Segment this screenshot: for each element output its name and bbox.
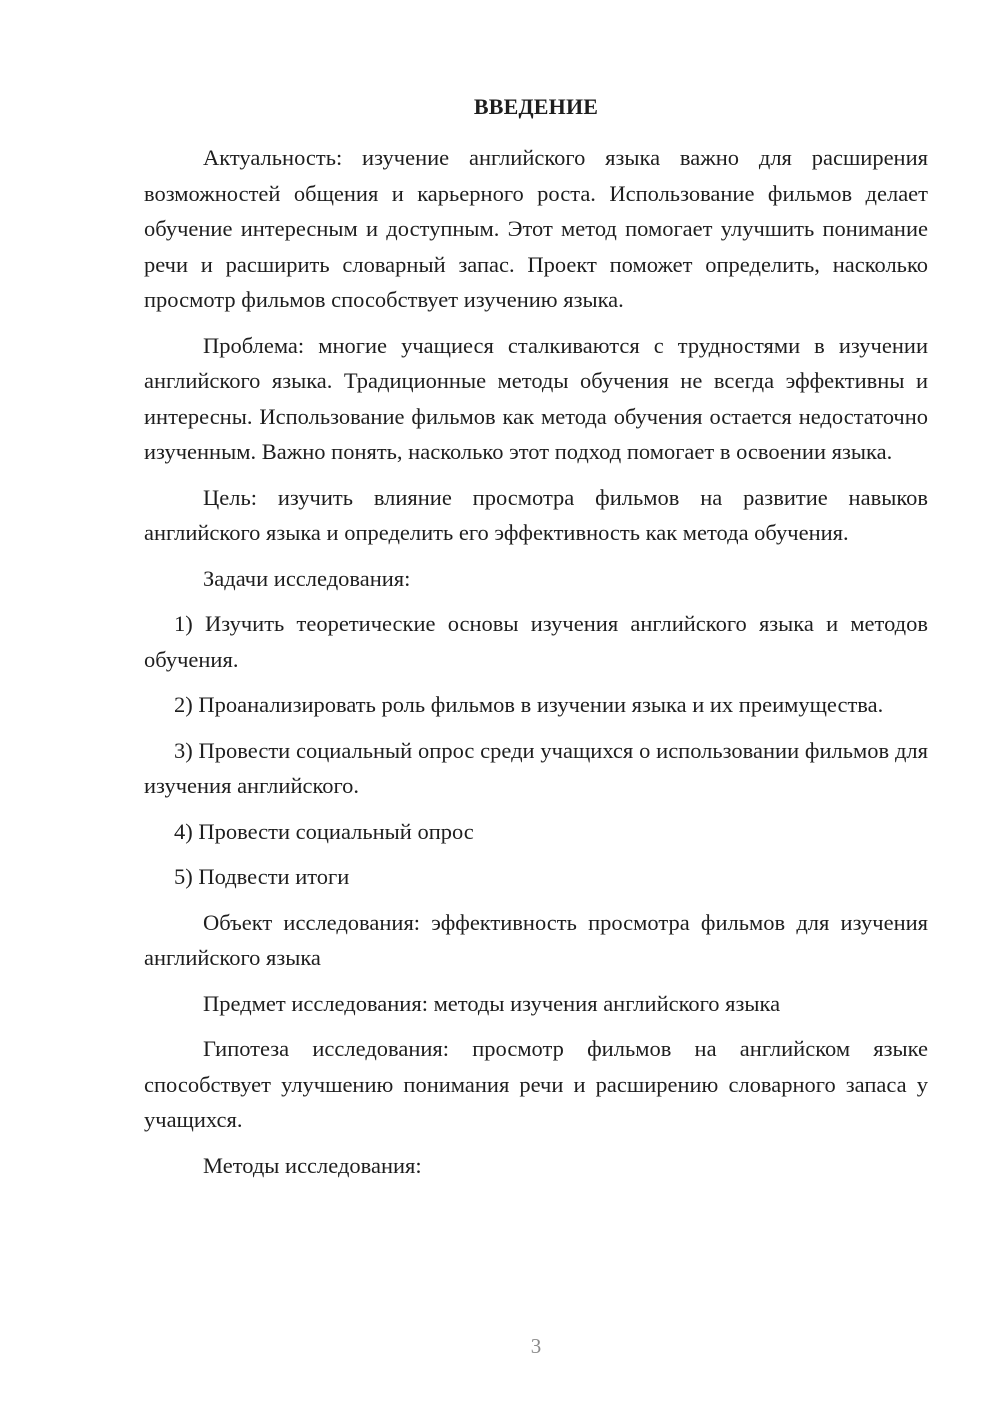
paragraph-methods: Методы исследования: — [203, 1152, 422, 1178]
paragraph-object: Объект исследования: эффективность просмотра фильмов для изучения английского языка — [144, 909, 928, 970]
paragraph-hypothesis: Гипотеза исследования: просмотр фильмов на английском языке способствует улучшению понимания речи и расширению словарного запаса у учащихся. — [144, 1036, 928, 1132]
paragraph-goal: Цель: изучить влияние просмотра фильмов на развитие навыков английского языка и определить его эффективность как метода обучения. — [144, 484, 928, 545]
task-item-5: 5) Подвести итоги — [174, 864, 350, 889]
page-title: ВВЕДЕНИЕ — [473, 94, 599, 119]
page-number: 3 — [530, 1334, 542, 1358]
paragraph-relevance: Актуальность: изучение английского языка важно для расширения возможностей общения и карьерного роста. Использование фильмов делает обучение интересным и доступным. Этот метод помогает улучшить понимание речи и расширить словарный запас. Проект поможет определить, насколько просмотр фильмов способствует изучению языка. — [144, 145, 928, 312]
paragraph-problem: Проблема: многие учащиеся сталкиваются с трудностями в изучении английского языка. Традиционные методы обучения не всегда эффективны и интересны. Использование фильмов как метода обучения остается недостаточно изученным. Важно понять, насколько этот подход помогает в освоении языка. — [144, 332, 928, 464]
task-item-2: 2) Проанализировать роль фильмов в изучении языка и их преимущества. — [174, 692, 884, 717]
paragraph-subject: Предмет исследования: методы изучения английского языка — [203, 990, 781, 1016]
task-item-3: 3) Провести социальный опрос среди учащихся о использовании фильмов для изучения английского. — [144, 737, 928, 798]
task-item-4: 4) Провести социальный опрос — [174, 818, 474, 844]
document-body — [144, 140, 928, 1183]
task-item-1: 1) Изучить теоретические основы изучения английского языка и методов обучения. — [144, 611, 928, 672]
tasks-heading: Задачи исследования: — [203, 565, 411, 591]
